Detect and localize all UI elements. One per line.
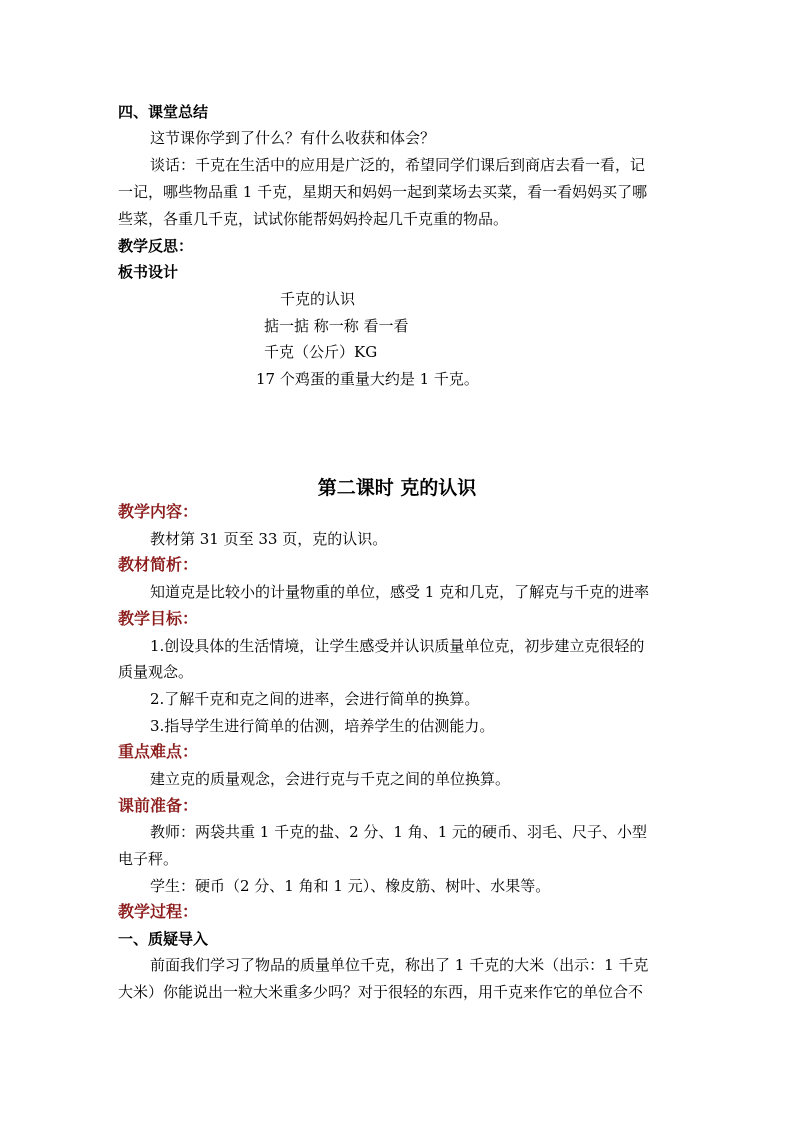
analysis-heading: 教材简析： [118, 555, 199, 574]
paragraph: 大米）你能说出一粒大米重多少吗？对于很轻的东西，用千克来作它的单位合不 [118, 983, 644, 1001]
board-design-heading: 板书设计 [118, 263, 179, 281]
paragraph: 学生：硬币（2 分、1 角和 1 元）、橡皮筋、树叶、水果等。 [150, 877, 551, 895]
paragraph: 些菜，各重几千克，试试你能帮妈妈拎起几千克重的物品。 [118, 210, 509, 228]
paragraph: 2.了解千克和克之间的进率，会进行简单的换算。 [150, 690, 480, 708]
paragraph: 1.创设具体的生活情境，让学生感受并认识质量单位克，初步建立克很轻的 [150, 637, 645, 655]
paragraph: 电子秤。 [118, 850, 179, 868]
reflection-heading: 教学反思： [118, 237, 194, 255]
paragraph: 知道克是比较小的计量物重的单位，感受 1 克和几克，了解克与千克的进率 [150, 583, 650, 601]
paragraph: 教师：两袋共重 1 千克的盐、2 分、1 角、1 元的硬币、羽毛、尺子、小型 [150, 823, 648, 841]
paragraph: 一记，哪些物品重 1 千克，星期天和妈妈一起到菜场去买菜，看一看妈妈买了哪 [118, 183, 648, 201]
paragraph: 这节课你学到了什么？有什么收获和体会？ [150, 129, 436, 147]
paragraph: 前面我们学习了物品的质量单位千克，称出了 1 千克的大米（出示：1 千克 [150, 956, 649, 974]
goals-heading: 教学目标： [118, 609, 199, 628]
key-heading: 重点难点： [118, 742, 199, 761]
board-line: 17 个鸡蛋的重量大约是 1 千克。 [256, 370, 479, 388]
paragraph: 谈话：千克在生活中的应用是广泛的，希望同学们课后到商店去看一看，记 [150, 156, 646, 174]
board-line: 掂一掂 称一称 看一看 [264, 317, 409, 335]
intro-heading: 一、质疑导入 [118, 930, 209, 948]
board-line: 千克（公斤）KG [264, 343, 378, 361]
paragraph: 质量观念。 [118, 663, 194, 681]
paragraph: 教材第 31 页至 33 页，克的认识。 [150, 530, 388, 548]
lesson-title: 第二课时 克的认识 [317, 477, 477, 499]
board-line: 千克的认识 [280, 290, 356, 308]
paragraph: 建立克的质量观念，会进行克与千克之间的单位换算。 [150, 770, 511, 788]
content-heading: 教学内容： [118, 502, 199, 521]
section-heading-summary: 四、课堂总结 [118, 103, 209, 121]
prep-heading: 课前准备： [118, 796, 199, 815]
paragraph: 3.指导学生进行简单的估测，培养学生的估测能力。 [150, 717, 495, 735]
process-heading: 教学过程： [118, 902, 199, 921]
